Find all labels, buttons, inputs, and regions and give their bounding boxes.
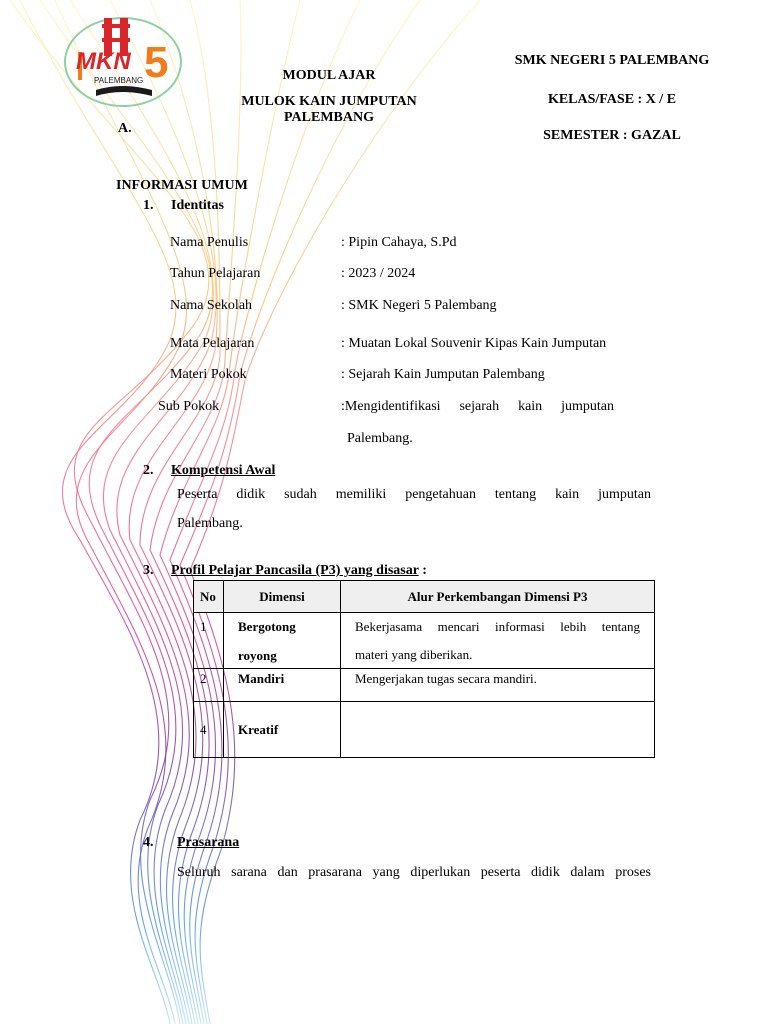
- value-materi-pokok: : Sejarah Kain Jumputan Palembang: [341, 367, 545, 382]
- label-nama-sekolah: Nama Sekolah: [170, 298, 253, 313]
- cell-dimensi: [224, 613, 341, 669]
- cell-alur: Mengerjakan tugas secara mandiri.: [341, 669, 655, 702]
- kompetensi-text-line1: Peserta didik sudah memiliki pengetahuan tentang kain jumputan: [177, 487, 651, 502]
- table-header-row: [194, 581, 655, 613]
- value-mata-pelajaran: : Muatan Lokal Souvenir Kipas Kain Jumputan: [341, 336, 607, 351]
- label-nama-penulis: Nama Penulis: [170, 235, 249, 250]
- identitas-number: 1.: [143, 198, 154, 213]
- module-subtitle: MULOK KAIN JUMPUTAN PALEMBANG: [241, 94, 417, 125]
- value-sub-pokok-line1: :Mengidentifikasi sejarah kain jumputan: [341, 399, 614, 414]
- col-header-dimensi: Dimensi: [224, 581, 341, 613]
- kompetensi-number: 2.: [143, 463, 154, 478]
- cell-no: 4: [194, 702, 224, 758]
- label-sub-pokok: Sub Pokok: [158, 399, 220, 414]
- table-row: [194, 702, 655, 758]
- label-materi-pokok: Materi Pokok: [170, 367, 247, 382]
- col-header-alur: Alur Perkembangan Dimensi P3: [341, 581, 655, 613]
- kompetensi-text-line2: Palembang.: [177, 516, 243, 531]
- dimensi-line1: Bergotong: [238, 619, 296, 634]
- cell-alur: [341, 613, 655, 669]
- value-nama-penulis: : Pipin Cahaya, S.Pd: [341, 235, 457, 250]
- prasarana-title: Prasarana: [177, 835, 240, 850]
- cell-dimensi: Kreatif: [224, 702, 341, 758]
- table-row: [194, 613, 655, 669]
- prasarana-number: 4.: [143, 835, 154, 850]
- cell-dimensi: Mandiri: [224, 669, 341, 702]
- alur-line2: materi yang diberikan.: [355, 647, 473, 662]
- profil-suffix: :: [418, 563, 427, 578]
- kompetensi-title: Kompetensi Awal: [171, 463, 276, 478]
- value-nama-sekolah: : SMK Negeri 5 Palembang: [341, 298, 497, 313]
- semester: SEMESTER : GAZAL: [543, 128, 681, 143]
- profil-title: Profil Pelajar Pancasila (P3) yang disasar: [171, 563, 419, 578]
- section-title: INFORMASI UMUM: [116, 178, 248, 193]
- cell-no: 2: [194, 669, 224, 702]
- logo-city: PALEMBANG: [94, 76, 144, 85]
- cell-no: 1: [194, 613, 224, 669]
- alur-line1: Bekerjasama mencari informasi lebih tentang: [355, 619, 640, 634]
- cell-alur: [341, 702, 655, 758]
- profil-number: 3.: [143, 563, 154, 578]
- prasarana-text-line1: Seluruh sarana dan prasarana yang diperlukan peserta didik dalam proses: [177, 865, 651, 880]
- logo-number: 5: [144, 38, 169, 87]
- profil-heading: [171, 563, 427, 579]
- value-sub-pokok-line2: Palembang.: [347, 431, 413, 446]
- section-letter: A.: [118, 121, 132, 136]
- value-tahun-pelajaran: : 2023 / 2024: [341, 266, 416, 281]
- p3-table: [193, 580, 655, 758]
- label-tahun-pelajaran: Tahun Pelajaran: [170, 266, 261, 281]
- label-mata-pelajaran: Mata Pelajaran: [170, 336, 255, 351]
- table-row: [194, 669, 655, 702]
- school-logo: [62, 10, 184, 110]
- logo-text: MKN: [76, 48, 131, 75]
- class-phase: KELAS/FASE : X / E: [547, 92, 677, 107]
- module-title: MODUL AJAR: [282, 68, 376, 83]
- school-name: SMK NEGERI 5 PALEMBANG: [514, 53, 710, 68]
- dimensi-line2: royong: [238, 648, 277, 663]
- identitas-title: Identitas: [171, 198, 224, 213]
- col-header-no: No: [194, 581, 224, 613]
